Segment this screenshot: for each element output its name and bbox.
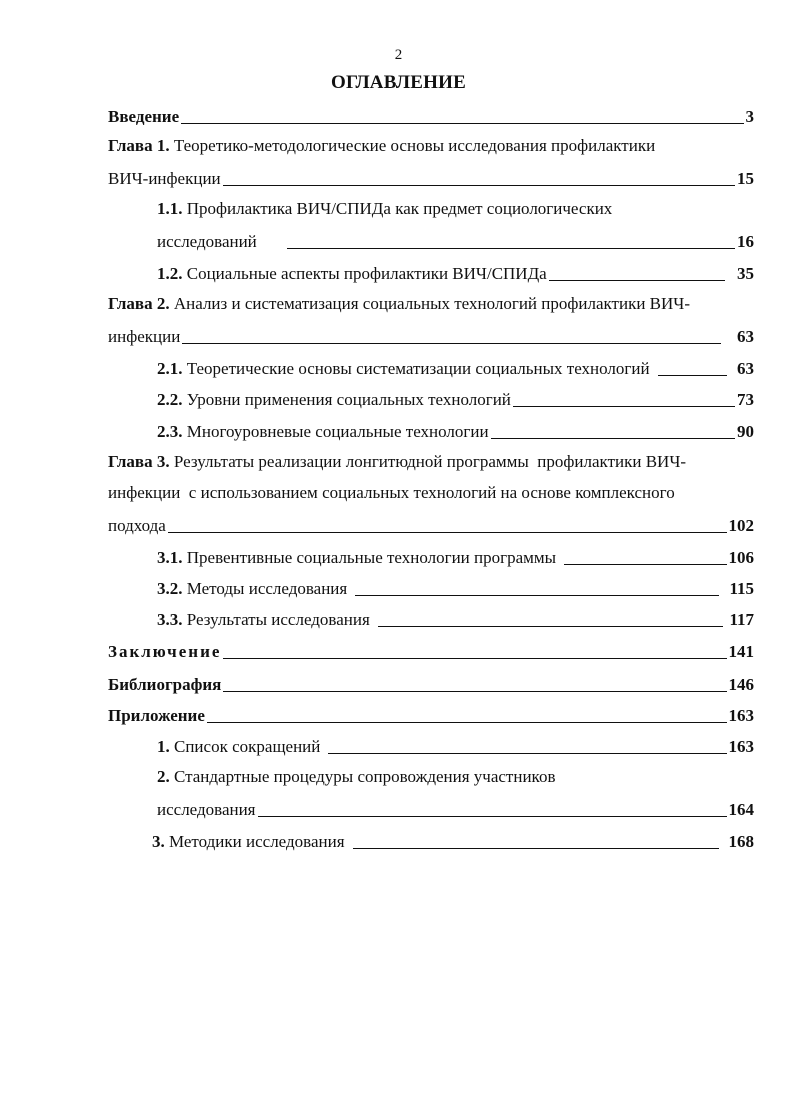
toc-entry-section-2-1[interactable] bbox=[157, 356, 754, 380]
toc-page: 163 bbox=[728, 737, 754, 756]
item-title-line: Стандартные процедуры сопровождения участников bbox=[169, 767, 556, 786]
toc-appendix-2-heading[interactable] bbox=[157, 766, 555, 790]
dotted-leader bbox=[491, 437, 735, 439]
toc-entry-section-2-2[interactable] bbox=[157, 387, 754, 411]
section-title: Превентивные социальные технологии программы bbox=[182, 548, 557, 567]
section-title: Теоретические основы систематизации социальных технологий bbox=[182, 359, 650, 378]
dotted-leader bbox=[223, 184, 735, 186]
toc-page: 117 bbox=[729, 610, 754, 629]
toc-page: 63 bbox=[737, 359, 754, 378]
chapter-prefix: Глава 2. bbox=[108, 294, 170, 313]
toc-chapter-1-heading[interactable] bbox=[108, 135, 655, 159]
item-number: 2. bbox=[157, 767, 170, 786]
page-number: 2 bbox=[394, 47, 403, 63]
toc-page: 35 bbox=[737, 264, 754, 283]
item-title: Список сокращений bbox=[169, 737, 321, 756]
toc-page: 15 bbox=[737, 169, 754, 188]
toc-page: 73 bbox=[737, 390, 754, 409]
toc-label: Приложение bbox=[108, 706, 205, 725]
toc-label: Заключение bbox=[108, 642, 222, 661]
chapter-title-line: инфекции с использованием социальных технологий на основе комплексного bbox=[108, 483, 675, 502]
section-title-line: Профилактика ВИЧ/СПИДа как предмет социологических bbox=[182, 199, 613, 218]
toc-page: 168 bbox=[728, 832, 754, 851]
toc-label: Введение bbox=[108, 107, 180, 126]
section-number: 3.3. bbox=[157, 610, 183, 629]
chapter-title-line: подхода bbox=[108, 516, 166, 535]
toc-page: 63 bbox=[737, 327, 754, 346]
dotted-leader bbox=[353, 847, 719, 849]
dotted-leader bbox=[513, 405, 735, 407]
section-number: 3.2. bbox=[157, 579, 183, 598]
toc-page: 141 bbox=[728, 642, 754, 661]
item-title-line: исследования bbox=[157, 800, 256, 819]
toc-entry-appendix[interactable] bbox=[108, 703, 754, 727]
chapter-prefix: Глава 1. bbox=[108, 136, 170, 155]
toc-entry-appendix-3[interactable] bbox=[152, 829, 754, 853]
dotted-leader bbox=[378, 625, 724, 627]
section-title: Многоуровневые социальные технологии bbox=[182, 422, 489, 441]
toc-page: 146 bbox=[728, 675, 754, 694]
section-title: Уровни применения социальных технологий bbox=[182, 390, 511, 409]
section-number: 2.1. bbox=[157, 359, 183, 378]
chapter-title-line: Анализ и систематизация социальных технологий профилактики ВИЧ- bbox=[169, 294, 691, 313]
toc-chapter-3-heading[interactable] bbox=[108, 451, 686, 475]
chapter-prefix: Глава 3. bbox=[108, 452, 170, 471]
chapter-title-line: ВИЧ-инфекции bbox=[108, 169, 221, 188]
item-number: 3. bbox=[152, 832, 165, 851]
chapter-title-line: Теоретико-методологические основы исследования профилактики bbox=[169, 136, 656, 155]
toc-entry-section-3-3[interactable] bbox=[157, 607, 754, 631]
toc-entry-appendix-2[interactable] bbox=[157, 797, 754, 821]
toc-page: 106 bbox=[728, 548, 754, 567]
dotted-leader bbox=[564, 563, 726, 565]
toc-entry-section-1-2[interactable] bbox=[157, 261, 754, 285]
section-title-line: исследований bbox=[157, 232, 257, 251]
toc-page: 16 bbox=[737, 232, 754, 251]
toc-entry-section-3-1[interactable] bbox=[157, 545, 754, 569]
dotted-leader bbox=[182, 342, 721, 344]
toc-page: 102 bbox=[728, 516, 754, 535]
dotted-leader bbox=[207, 721, 727, 723]
dotted-leader bbox=[328, 752, 726, 754]
item-title: Методики исследования bbox=[164, 832, 345, 851]
section-title: Результаты исследования bbox=[182, 610, 370, 629]
section-number: 1.2. bbox=[157, 264, 183, 283]
toc-entry-section-1-1[interactable] bbox=[157, 229, 754, 253]
chapter-title-line: инфекции bbox=[108, 327, 181, 346]
dotted-leader bbox=[355, 594, 719, 596]
dotted-leader bbox=[168, 531, 727, 533]
dotted-leader bbox=[223, 690, 726, 692]
toc-page: 163 bbox=[728, 706, 754, 725]
toc-entry-introduction[interactable] bbox=[108, 104, 754, 128]
toc-section-1-1-heading[interactable] bbox=[157, 198, 612, 222]
toc-page: 115 bbox=[729, 579, 754, 598]
toc-page: 164 bbox=[728, 800, 754, 819]
toc-entry-section-3-2[interactable] bbox=[157, 576, 754, 600]
dotted-leader bbox=[223, 657, 726, 659]
dotted-leader bbox=[287, 247, 735, 249]
toc-label: Библиография bbox=[108, 675, 222, 694]
page-title: ОГЛАВЛЕНИЕ bbox=[331, 72, 466, 93]
toc-entry-chapter-3[interactable] bbox=[108, 513, 754, 537]
toc-entry-bibliography[interactable] bbox=[108, 672, 754, 696]
toc-entry-section-2-3[interactable] bbox=[157, 419, 754, 443]
toc-entry-chapter-1[interactable] bbox=[108, 166, 754, 190]
toc-entry-appendix-1[interactable] bbox=[157, 734, 754, 758]
item-number: 1. bbox=[157, 737, 170, 756]
dotted-leader bbox=[658, 374, 727, 376]
dotted-leader bbox=[258, 815, 727, 817]
section-number: 1.1. bbox=[157, 199, 183, 218]
dotted-leader bbox=[181, 122, 743, 124]
toc-entry-chapter-2[interactable] bbox=[108, 324, 754, 348]
chapter-title-line: Результаты реализации лонгитюдной программы профилактики ВИЧ- bbox=[169, 452, 687, 471]
toc-page: 90 bbox=[737, 422, 754, 441]
section-number: 2.2. bbox=[157, 390, 183, 409]
dotted-leader bbox=[549, 279, 725, 281]
toc-chapter-2-heading[interactable] bbox=[108, 293, 690, 317]
section-number: 2.3. bbox=[157, 422, 183, 441]
section-number: 3.1. bbox=[157, 548, 183, 567]
toc-entry-conclusion[interactable] bbox=[108, 639, 754, 663]
section-title: Методы исследования bbox=[182, 579, 348, 598]
section-title: Социальные аспекты профилактики ВИЧ/СПИДа bbox=[182, 264, 547, 283]
toc-page: 3 bbox=[745, 107, 754, 126]
